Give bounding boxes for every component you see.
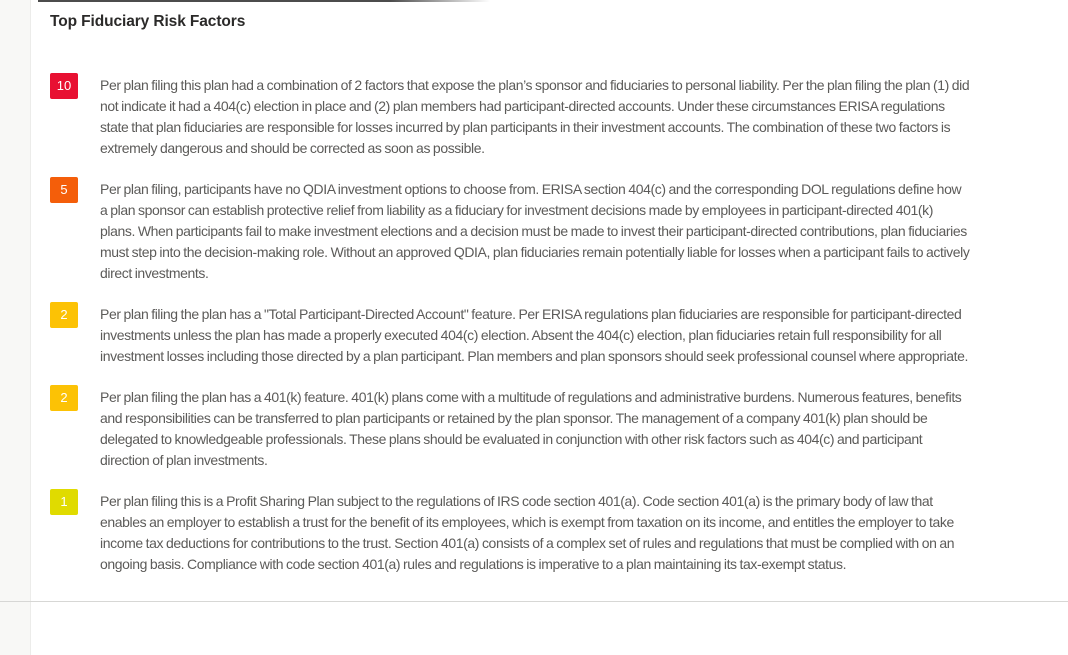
clipped-element-edge [38, 0, 490, 2]
risk-factor-text: Per plan filing, participants have no QDIA investment options to choose from. ERISA section 404(c) and the corresponding DOL regulations define how a plan sponsor can establish protective relief from liability as a fiduciary for investment decisions made by employees in participant-directed 401(k) plans. When participants fail to make investment elections and a decision must be made to invest their participant-directed contributions, plan fiduciaries must step into the decision-making role. Without an approved QDIA, plan fiduciaries remain potentially liable for losses when a participant fails to actively direct investments. [100, 181, 970, 281]
risk-factor-text: Per plan filing the plan has a "Total Participant-Directed Account" feature. Per ERISA regulations plan fiduciaries are responsible for participant-directed investments unless the plan has made a properly executed 404(c) election. Absent the 404(c) election, plan fiduciaries retain full responsibility for all investment losses including those directed by a plan participant. Plan members and plan sponsors should seek professional counsel where appropriate. [100, 306, 968, 364]
risk-factor-row [50, 387, 1068, 471]
risk-factor-row [50, 304, 1068, 367]
risk-score-badge: 1 [50, 489, 78, 515]
risk-factor-list [31, 75, 1068, 575]
risk-factor-text: Per plan filing this plan had a combination of 2 factors that expose the plan’s sponsor and fiduciaries to personal liability. Per the plan filing the plan (1) did not indicate it had a 404(c) election in place and (2) plan members had participant-directed accounts. Under these circumstances ERISA regulations state that plan fiduciaries are responsible for losses incurred by plan participants in their investment accounts. The combination of these two factors is extremely dangerous and should be corrected as soon as possible. [100, 77, 970, 156]
risk-score-badge: 2 [50, 302, 78, 328]
risk-factor-text: Per plan filing the plan has a 401(k) feature. 401(k) plans come with a multitude of regulations and administrative burdens. Numerous features, benefits and responsibilities can be transferred to plan participants or retained by the plan sponsor. The management of a company 401(k) plan should be delegated to knowledgeable professionals. These plans should be evaluated in conjunction with other risk factors such as 404(c) and participant direction of plan investments. [100, 389, 962, 468]
risk-factor-row [50, 491, 1068, 575]
risk-factor-text: Per plan filing this is a Profit Sharing Plan subject to the regulations of IRS code section 401(a). Code section 401(a) is the primary body of law that enables an employer to establish a trust for the benefit of its employees, which is exempt from taxation on its income, and entitles the employer to take income tax deductions for contributions to the trust. Section 401(a) consists of a complex set of rules and regulations that must be complied with on an ongoing basis. Compliance with code section 401(a) rules and regulations is imperative to a plan maintaining its tax-exempt status. [100, 493, 955, 572]
risk-score-badge: 2 [50, 385, 78, 411]
risk-score-badge: 10 [50, 73, 78, 99]
risk-factor-row [50, 179, 1068, 284]
page-title: Top Fiduciary Risk Factors [50, 13, 246, 30]
risk-factors-card [30, 0, 1068, 655]
risk-score-badge: 5 [50, 177, 78, 203]
section-divider [0, 601, 1068, 602]
risk-factor-row [50, 75, 1068, 159]
